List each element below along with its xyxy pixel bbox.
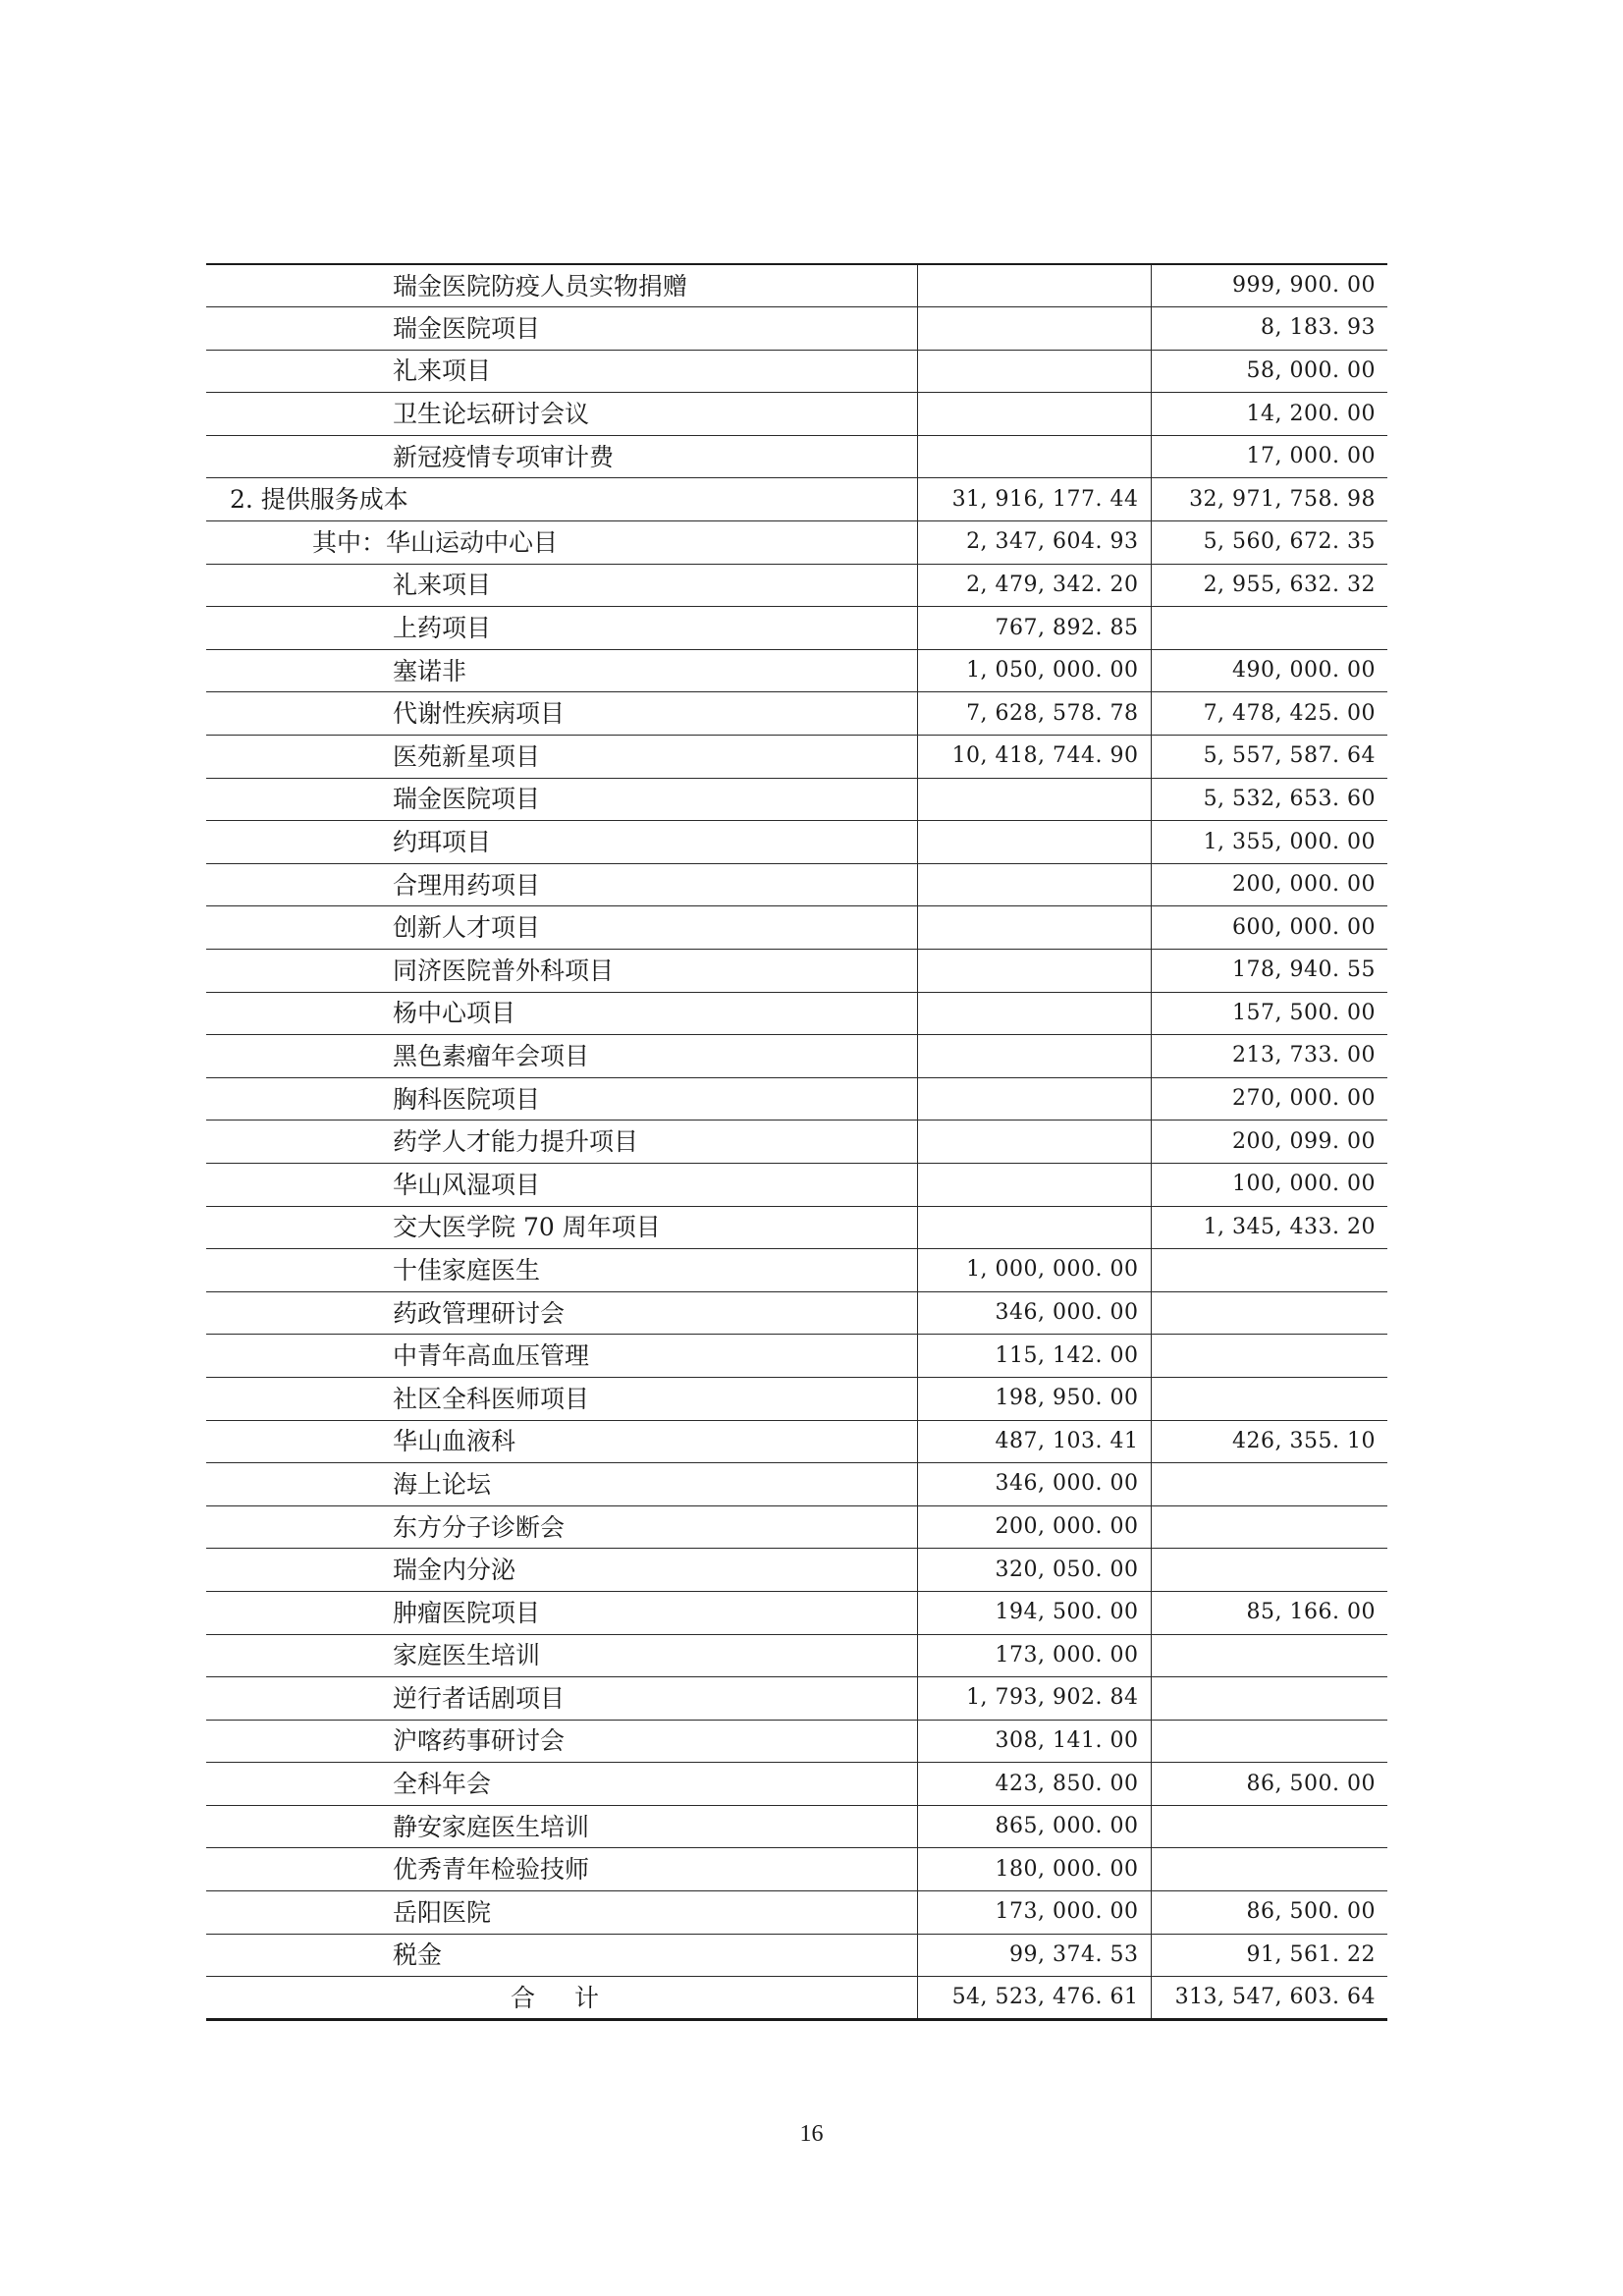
row-name: 礼来项目 [206,350,917,393]
row-name: 中青年高血压管理 [206,1335,917,1378]
page-number: 16 [799,2121,824,2147]
row-name: 东方分子诊断会 [206,1505,917,1549]
row-name: 胸科医院项目 [206,1077,917,1121]
row-previous-amount: 426, 355. 10 [1151,1420,1387,1463]
row-current-amount: 1, 793, 902. 84 [917,1677,1151,1721]
row-name: 静安家庭医生培训 [206,1805,917,1848]
row-previous-amount [1151,1549,1387,1592]
table-row [206,1420,1387,1463]
row-previous-amount: 600, 000. 00 [1151,906,1387,950]
table-row [206,1206,1387,1249]
row-current-amount [917,1035,1151,1078]
row-previous-amount: 999, 900. 00 [1151,264,1387,307]
row-name: 杨中心项目 [206,992,917,1035]
total-label: 合计 [206,1977,917,2020]
row-previous-amount: 200, 099. 00 [1151,1121,1387,1164]
row-current-amount: 1, 000, 000. 00 [917,1249,1151,1292]
row-name: 瑞金医院项目 [206,307,917,351]
table-row [206,950,1387,993]
row-previous-amount: 7, 478, 425. 00 [1151,692,1387,736]
row-name: 卫生论坛研讨会议 [206,393,917,436]
row-current-amount: 198, 950. 00 [917,1377,1151,1420]
row-current-amount: 320, 050. 00 [917,1549,1151,1592]
table-row [206,1634,1387,1677]
row-previous-amount: 270, 000. 00 [1151,1077,1387,1121]
table-row [206,1463,1387,1506]
table-row [206,1934,1387,1977]
row-current-amount [917,350,1151,393]
row-name: 沪喀药事研讨会 [206,1720,917,1763]
table-row [206,1077,1387,1121]
row-current-amount: 99, 374. 53 [917,1934,1151,1977]
row-current-amount: 7, 628, 578. 78 [917,692,1151,736]
table-row [206,393,1387,436]
row-previous-amount: 85, 166. 00 [1151,1591,1387,1634]
row-previous-amount: 2, 955, 632. 32 [1151,564,1387,607]
table-body [206,264,1387,2019]
table-row [206,1763,1387,1806]
row-name: 逆行者话剧项目 [206,1677,917,1721]
row-previous-amount: 91, 561. 22 [1151,1934,1387,1977]
row-name: 华山血液科 [206,1420,917,1463]
row-current-amount: 767, 892. 85 [917,607,1151,650]
row-name: 家庭医生培训 [206,1634,917,1677]
row-current-amount [917,264,1151,307]
row-name: 社区全科医师项目 [206,1377,917,1420]
table-row [206,863,1387,906]
table-row [206,992,1387,1035]
row-current-amount [917,435,1151,478]
table-row [206,1891,1387,1935]
row-name: 黑色素瘤年会项目 [206,1035,917,1078]
row-current-amount: 1, 050, 000. 00 [917,649,1151,692]
row-current-amount [917,992,1151,1035]
row-previous-amount [1151,1249,1387,1292]
row-name: 塞诺非 [206,649,917,692]
row-current-amount: 2, 347, 604. 93 [917,521,1151,565]
row-current-amount [917,1163,1151,1206]
table-row [206,521,1387,565]
row-previous-amount: 1, 345, 433. 20 [1151,1206,1387,1249]
table-row [206,1335,1387,1378]
table-row [206,1505,1387,1549]
row-current-amount: 194, 500. 00 [917,1591,1151,1634]
table-row [206,1291,1387,1335]
row-previous-amount [1151,1677,1387,1721]
row-current-amount: 423, 850. 00 [917,1763,1151,1806]
row-previous-amount [1151,1505,1387,1549]
row-current-amount: 173, 000. 00 [917,1634,1151,1677]
row-previous-amount: 17, 000. 00 [1151,435,1387,478]
row-current-amount: 308, 141. 00 [917,1720,1151,1763]
row-name: 全科年会 [206,1763,917,1806]
row-current-amount: 115, 142. 00 [917,1335,1151,1378]
row-name: 十佳家庭医生 [206,1249,917,1292]
row-current-amount: 2, 479, 342. 20 [917,564,1151,607]
table-row [206,1720,1387,1763]
row-current-amount: 200, 000. 00 [917,1505,1151,1549]
table-row [206,692,1387,736]
row-current-amount [917,778,1151,821]
row-name: 肿瘤医院项目 [206,1591,917,1634]
table-row [206,1249,1387,1292]
row-previous-amount: 5, 557, 587. 64 [1151,736,1387,779]
row-current-amount: 173, 000. 00 [917,1891,1151,1935]
table-row [206,1805,1387,1848]
row-previous-amount: 8, 183. 93 [1151,307,1387,351]
row-previous-amount: 5, 532, 653. 60 [1151,778,1387,821]
row-previous-amount [1151,1463,1387,1506]
row-previous-amount: 32, 971, 758. 98 [1151,478,1387,521]
row-previous-amount: 200, 000. 00 [1151,863,1387,906]
table-row [206,1549,1387,1592]
row-previous-amount [1151,1377,1387,1420]
table-row [206,906,1387,950]
table-row [206,1121,1387,1164]
row-name: 瑞金医院项目 [206,778,917,821]
row-current-amount [917,906,1151,950]
row-name: 代谢性疾病项目 [206,692,917,736]
row-previous-amount [1151,1720,1387,1763]
table-row [206,607,1387,650]
row-previous-amount [1151,607,1387,650]
total-row [206,1977,1387,2020]
row-current-amount: 865, 000. 00 [917,1805,1151,1848]
row-name: 瑞金医院防疫人员实物捐赠 [206,264,917,307]
row-name: 合理用药项目 [206,863,917,906]
row-current-amount: 346, 000. 00 [917,1291,1151,1335]
expense-detail-table-wrapper [206,263,1387,2021]
row-name: 药学人才能力提升项目 [206,1121,917,1164]
row-name: 税金 [206,1934,917,1977]
total-current-amount: 54, 523, 476. 61 [917,1977,1151,2020]
row-name: 礼来项目 [206,564,917,607]
row-name: 其中：华山运动中心目 [206,521,917,565]
row-previous-amount: 157, 500. 00 [1151,992,1387,1035]
row-previous-amount [1151,1291,1387,1335]
row-previous-amount: 213, 733. 00 [1151,1035,1387,1078]
table-row [206,1163,1387,1206]
row-name: 优秀青年检验技师 [206,1848,917,1891]
row-current-amount [917,950,1151,993]
row-current-amount [917,821,1151,864]
table-row [206,649,1387,692]
row-previous-amount: 5, 560, 672. 35 [1151,521,1387,565]
row-name: 医苑新星项目 [206,736,917,779]
row-previous-amount: 178, 940. 55 [1151,950,1387,993]
table-row [206,350,1387,393]
row-current-amount [917,307,1151,351]
row-name: 创新人才项目 [206,906,917,950]
row-previous-amount [1151,1634,1387,1677]
row-previous-amount: 58, 000. 00 [1151,350,1387,393]
table-row [206,1591,1387,1634]
row-current-amount: 346, 000. 00 [917,1463,1151,1506]
row-current-amount [917,863,1151,906]
row-previous-amount [1151,1848,1387,1891]
table-row [206,564,1387,607]
table-row [206,1677,1387,1721]
total-previous-amount: 313, 547, 603. 64 [1151,1977,1387,2020]
row-name: 2. 提供服务成本 [206,478,917,521]
row-previous-amount: 14, 200. 00 [1151,393,1387,436]
row-name: 药政管理研讨会 [206,1291,917,1335]
row-current-amount [917,1077,1151,1121]
row-current-amount [917,393,1151,436]
row-current-amount: 10, 418, 744. 90 [917,736,1151,779]
row-name: 岳阳医院 [206,1891,917,1935]
row-name: 交大医学院 70 周年项目 [206,1206,917,1249]
table-row [206,307,1387,351]
row-name: 瑞金内分泌 [206,1549,917,1592]
row-previous-amount: 490, 000. 00 [1151,649,1387,692]
table-row [206,736,1387,779]
table-row [206,821,1387,864]
row-current-amount [917,1121,1151,1164]
row-name: 海上论坛 [206,1463,917,1506]
row-previous-amount [1151,1805,1387,1848]
table-row [206,1035,1387,1078]
expense-detail-table [206,263,1387,2021]
row-current-amount: 31, 916, 177. 44 [917,478,1151,521]
row-previous-amount [1151,1335,1387,1378]
table-row [206,778,1387,821]
row-name: 约珥项目 [206,821,917,864]
row-current-amount [917,1206,1151,1249]
row-previous-amount: 86, 500. 00 [1151,1891,1387,1935]
row-previous-amount: 1, 355, 000. 00 [1151,821,1387,864]
table-row [206,264,1387,307]
table-row [206,435,1387,478]
row-name: 上药项目 [206,607,917,650]
row-current-amount: 487, 103. 41 [917,1420,1151,1463]
row-previous-amount: 86, 500. 00 [1151,1763,1387,1806]
row-name: 同济医院普外科项目 [206,950,917,993]
table-row [206,478,1387,521]
row-current-amount: 180, 000. 00 [917,1848,1151,1891]
table-row [206,1848,1387,1891]
table-row [206,1377,1387,1420]
row-previous-amount: 100, 000. 00 [1151,1163,1387,1206]
row-name: 新冠疫情专项审计费 [206,435,917,478]
row-name: 华山风湿项目 [206,1163,917,1206]
